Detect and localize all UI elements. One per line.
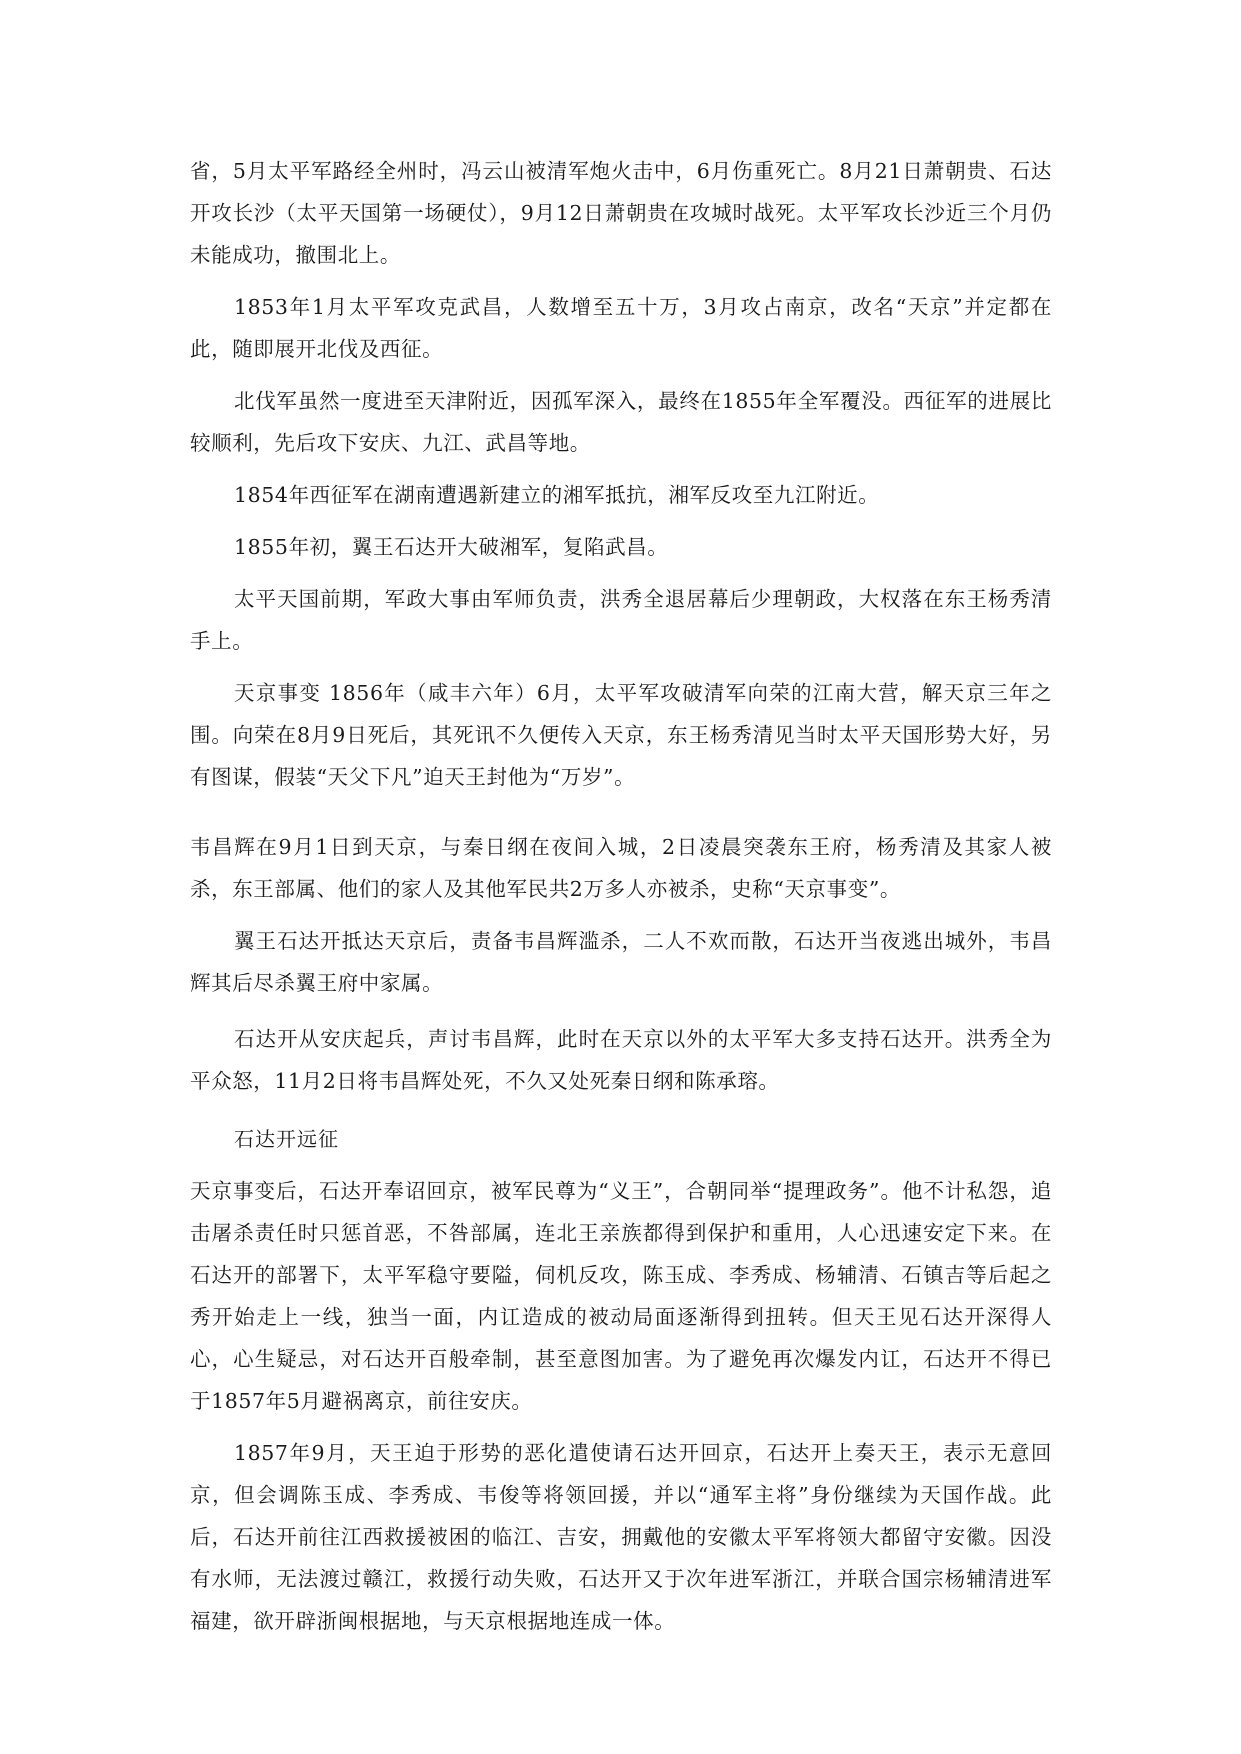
paragraph-shi-dakai-rises: 石达开从安庆起兵，声讨韦昌辉，此时在天京以外的太平军大多支持石达开。洪秀全为平众怒，11月2日将韦昌辉处死，不久又处死秦日纲和陈承瑢。: [190, 1027, 1052, 1093]
document-page: [190, 150, 1052, 1642]
paragraph-changsha: 省，5月太平军路经全州时，冯云山被清军炮火击中，6月伤重死亡。8月21日萧朝贵、石达开攻长沙（太平天国第一场硬仗），9月12日萧朝贵在攻城时战死。太平军攻长沙近三个月仍未能成功，撤围北上。: [190, 159, 1052, 267]
paragraph-shi-dakai-arrives: 翼王石达开抵达天京后，责备韦昌辉滥杀，二人不欢而散，石达开当夜逃出城外，韦昌辉其后尽杀翼王府中家属。: [190, 929, 1052, 995]
paragraph-1857: 1857年9月，天王迫于形势的恶化遣使请石达开回京，石达开上奏天王，表示无意回京，但会调陈玉成、李秀成、韦俊等将领回援，并以“通军主将”身份继续为天国作战。此后，石达开前往江西救援被困的临江、吉安，拥戴他的安徽太平军将领大都留守安徽。因没有水师，无法渡过赣江，救援行动失败，石达开又于次年进军浙江，并联合国宗杨辅清进军福建，欲开辟浙闽根据地，与天京根据地连成一体。: [190, 1441, 1052, 1633]
paragraph-1853: 1853年1月太平军攻克武昌，人数增至五十万，3月攻占南京，改名“天京”并定都在此，随即展开北伐及西征。: [190, 295, 1052, 361]
section-heading: 石达开远征: [234, 1127, 339, 1151]
paragraph-1855: 1855年初，翼王石达开大破湘军，复陷武昌。: [234, 535, 669, 559]
paragraph-early-period: 太平天国前期，军政大事由军师负责，洪秀全退居幕后少理朝政，大权落在东王杨秀清手上。: [190, 587, 1052, 653]
paragraph-1854: 1854年西征军在湖南遭遇新建立的湘军抵抗，湘军反攻至九江附近。: [234, 483, 880, 507]
paragraph-wei-changhui: 韦昌辉在9月1日到天京，与秦日纲在夜间入城，2日凌晨突袭东王府，杨秀清及其家人被杀，东王部属、他们的家人及其他军民共2万多人亦被杀，史称“天京事变”。: [190, 835, 1052, 901]
paragraph-northern-expedition: 北伐军虽然一度进至天津附近，因孤军深入，最终在1855年全军覆没。西征军的进展比较顺利，先后攻下安庆、九江、武昌等地。: [190, 389, 1052, 455]
paragraph-after-incident: 天京事变后，石达开奉诏回京，被军民尊为“义王”，合朝同举“提理政务”。他不计私怨，追击屠杀责任时只惩首恶，不咎部属，连北王亲族都得到保护和重用，人心迅速安定下来。在石达开的部署下，太平军稳守要隘，伺机反攻，陈玉成、李秀成、杨辅清、石镇吉等后起之秀开始走上一线，独当一面，内讧造成的被动局面逐渐得到扭转。但天王见石达开深得人心，心生疑忌，对石达开百般牵制，甚至意图加害。为了避免再次爆发内讧，石达开不得已于1857年5月避祸离京，前往安庆。: [190, 1179, 1052, 1413]
paragraph-tianjing-incident: 天京事变 1856年（咸丰六年）6月，太平军攻破清军向荣的江南大营，解天京三年之围。向荣在8月9日死后，其死讯不久便传入天京，东王杨秀清见当时太平天国形势大好，另有图谋，假装“天父下凡”迫天王封他为“万岁”。: [190, 681, 1052, 789]
